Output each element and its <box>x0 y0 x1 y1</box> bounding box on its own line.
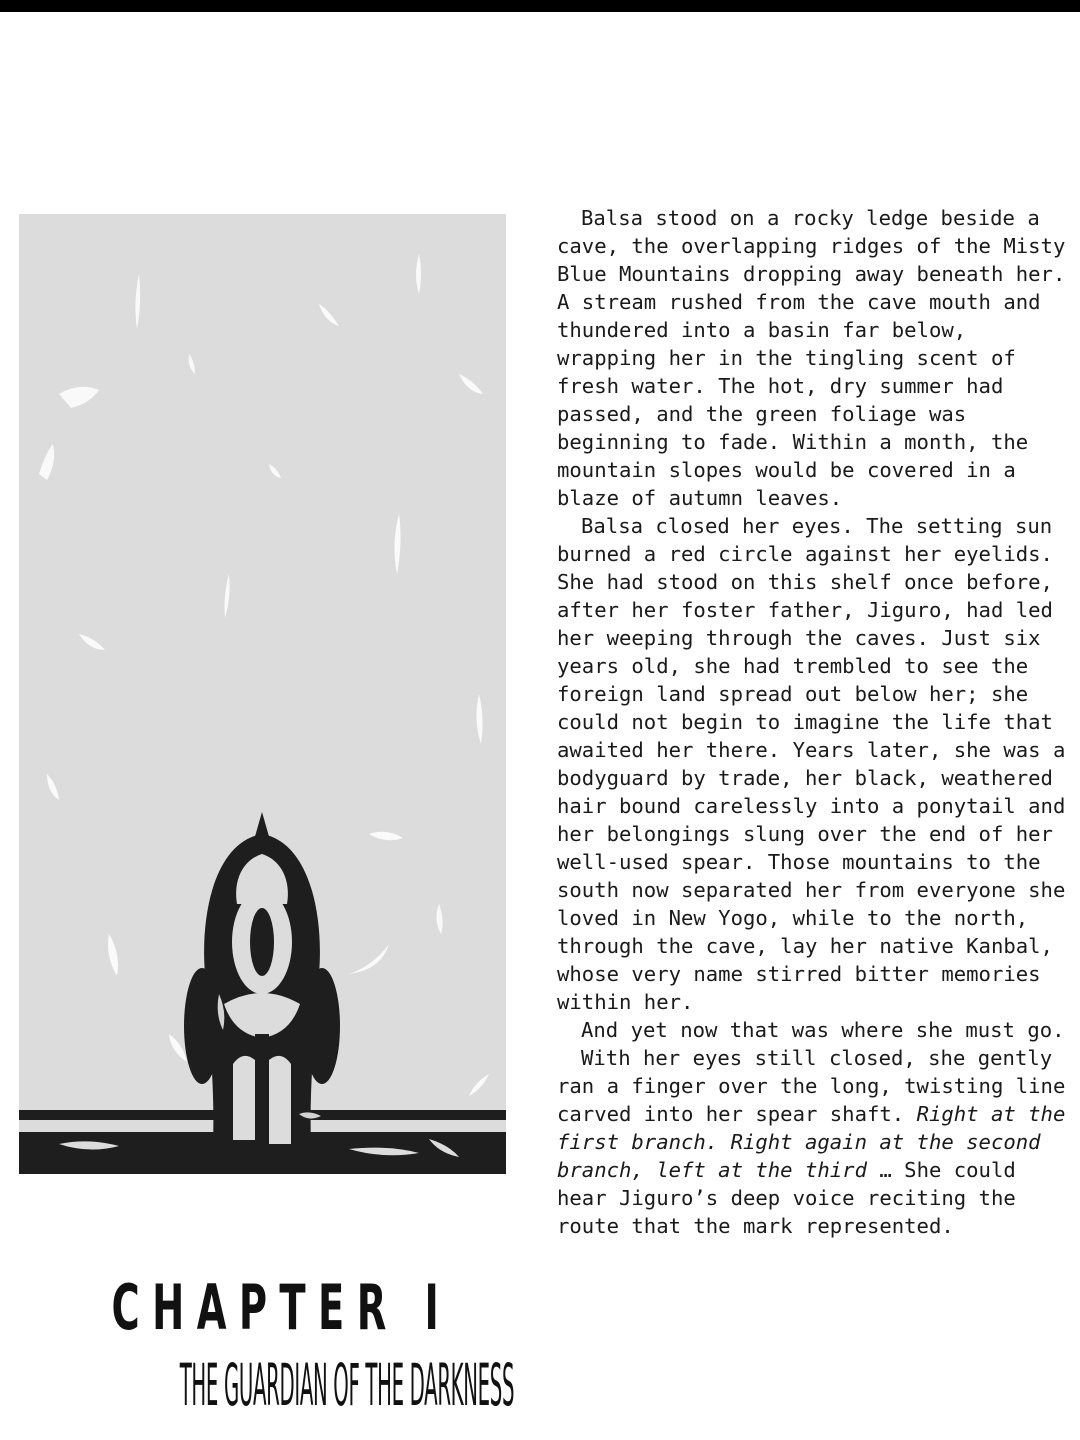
paragraph-4-end: … She could hear Jiguro’s deep voice reciting the route that the mark represented. <box>557 1158 1016 1238</box>
paragraph-2: Balsa closed her eyes. The setting sun burned a red circle against her eyelids. She had stood on this shelf once before, after her foster father, Jiguro, had led her weeping through the caves. Just six years old, she had trembled to see the foreign land spread out below her; she could not begin to imagine the life that awaited her there. Years later, she was a bodyguard by trade, her black, weathered hair bound carelessly into a ponytail and her belongings slung over the end of her well-used spear. Those mountains to the south now separated her from everyone she loved in New Yogo, while to the north, through the cave, lay her native Kanbal, whose very name stirred bitter memories within her. <box>557 514 1066 1014</box>
chapter-subtitle: THE GUARDIAN OF THE DARKNESS <box>179 1351 515 1419</box>
paragraph-3: And yet now that was where she must go. <box>581 1018 1065 1042</box>
chapter-illustration <box>19 214 506 1174</box>
paragraph-4-start: With her eyes still closed, she gently ran a finger over the long, twisting line carved into her spear shaft. <box>557 1046 1066 1126</box>
paragraph-4 <box>557 1044 1072 1240</box>
story-text <box>557 204 1072 1240</box>
top-bar <box>0 0 1080 12</box>
paragraph-4-italic: Right at the first branch. Right again at the second branch, left at the third <box>557 1102 1066 1182</box>
paragraph-1: Balsa stood on a rocky ledge beside a cave, the overlapping ridges of the Misty Blue Mountains dropping away beneath her. A stream rushed from the cave mouth and thundered into a basin far below, wrapping her in the tingling scent of fresh water. The hot, dry summer had passed, and the green foliage was beginning to fade. Within a month, the mountain slopes would be covered in a blaze of autumn leaves. <box>557 206 1066 510</box>
ornamental-emblem-icon <box>19 214 506 1174</box>
chapter-heading: CHAPTER I <box>111 1271 452 1344</box>
